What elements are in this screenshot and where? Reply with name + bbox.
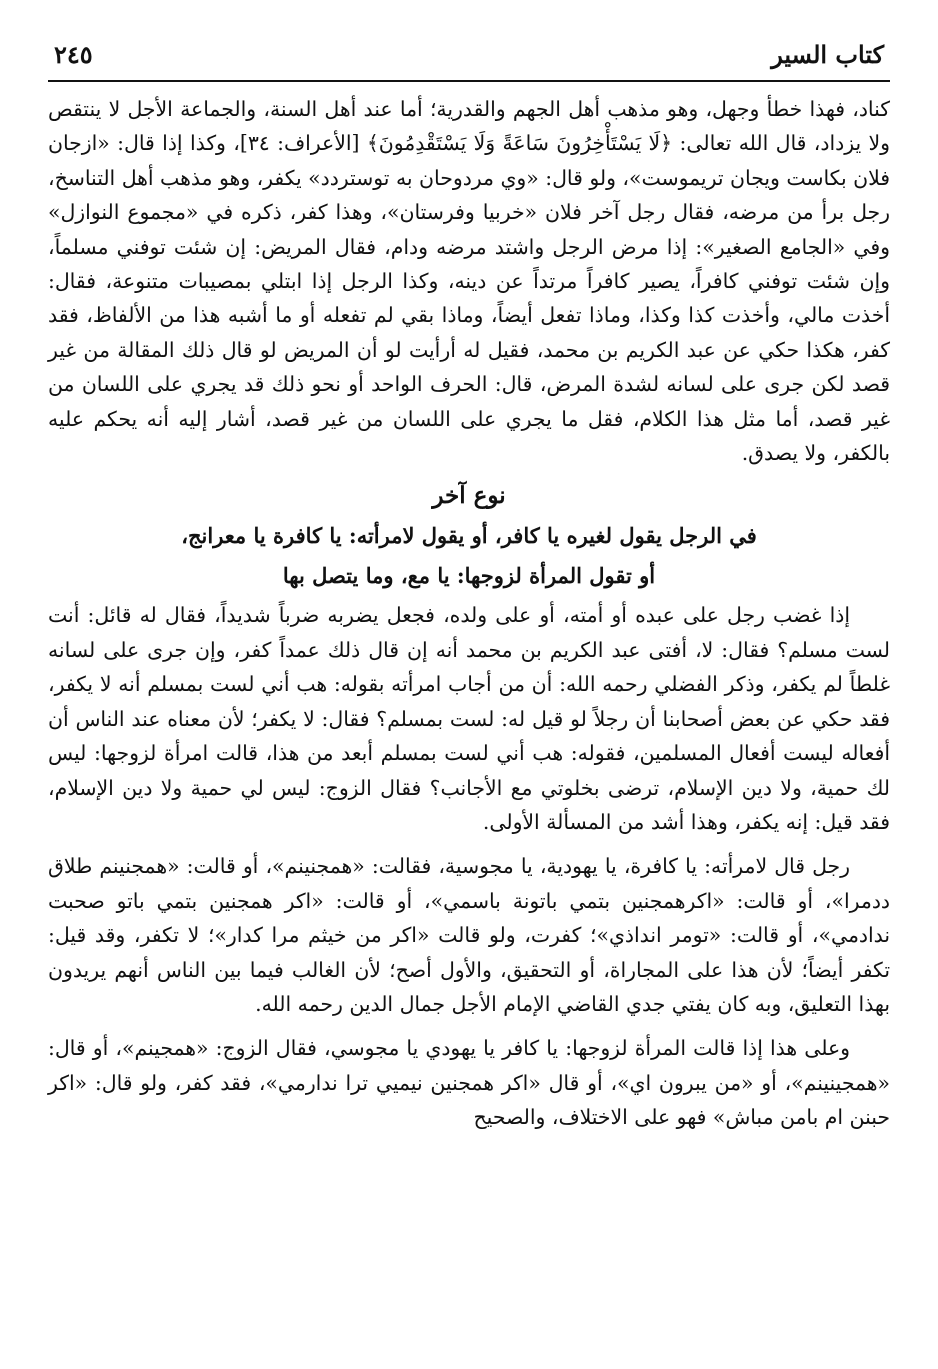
- section-subtitle: أو تقول المرأة لزوجها: يا مع، وما يتصل بها: [282, 563, 656, 589]
- running-title: كتاب السير: [771, 40, 884, 69]
- paragraph: كناد، فهذا خطأ وجهل، وهو مذهب أهل الجهم والقدرية؛ أما عند أهل السنة، والجماعة الأجل لا ينتقص ولا يزداد، قال الله تعالى: ﴿لَا يَسْتَأْخِرُونَ سَاعَةً وَلَا يَسْتَقْدِمُونَ﴾ [الأعراف: ٣٤]، وكذا إذا قال: «ازجان فلان بكاست ويجان تريموست»، ولو قال: «وي مردوحان به توستردد» يكفر، وهو مذهب أهل التناسخ، رجل برأ من مرضه، فقال رجل آخر فلان «خربيا وفرستان»، وهذا كفر، ذكره في «مجموع النوازل» وفي «الجامع الصغير»: إذا مرض الرجل واشتد مرضه ودام، فقال المريض: إن شئت توفني مسلماً، وإن شئت توفني كافراً، يصير كافراً مرتداً عن دينه، وكذا الرجل إذا ابتلي بمصيبات متنوعة، فقال: أخذت مالي، وأخذت كذا وكذا، وماذا تفعل أيضاً، وماذا بقي لم تفعله أو ما أشبه هذا من الألفاظ، فقد كفر، هكذا حكي عن عبد الكريم بن محمد، فقيل له أرأيت لو أن المريض لو قال ذلك المقالة من غير قصد لكن جرى على لسانه لشدة المرض، قال: الحرف الواحد أو نحو ذلك قد يجري على اللسان من غير قصد، أما مثل هذا الكلام، فقل ما يجري على اللسان من غير قصد، أشار إليه أنه يحكم عليه بالكفر، ولا يصدق.: [48, 97, 890, 466]
- page-body: [48, 92, 890, 1135]
- paragraph: رجل قال لامرأته: يا كافرة، يا يهودية، يا مجوسية، فقالت: «همجنينم»، أو قالت: «همجنينم طلاق ددمرا»، أو قالت: «اكرهمجنين بتمي باتونة باسمي»، أو قالت: «اكر همجنين بتمي باتو صحبت ندادمي»، أو قالت: «تومر انداذي»؛ كفرت، ولو قالت «اكر من خيثم مرا كدار»؛ لا تكفر، وقد قيل: تكفر أيضاً؛ لأن هذا على المجاراة، أو التحقيق، والأول أصح؛ لأن الغالب فيما بين الناس أنهم يريدون بهذا التعليق، وبه كان يفتي جدي القاضي الإمام الأجل جمال الدين رحمه الله.: [48, 854, 890, 1016]
- paragraph: وعلى هذا إذا قالت المرأة لزوجها: يا كافر يا يهودي يا مجوسي، فقال الزوج: «همجينم»، أو قال: «همجينينم»، أو «من يبرون اي»، أو قال «اكر همجنين نيميي ترا ندارمي»، فقد كفر، ولو قال: «اكر حبنن ام بامن مباش» فهو على الاختلاف، والصحيح: [48, 1036, 890, 1130]
- paragraph: إذا غضب رجل على عبده أو أمته، أو على ولده، فجعل يضربه ضرباً شديداً، فقال له قائل: أنت لست مسلم؟ فقال: لا، أفتى عبد الكريم بن محمد أنه إن قال ذلك عمداً كفر، وإن جرى على لسانه غلطاً لم يكفر، وذكر الفضلي رحمه الله: أن من أجاب امرأته بقوله: هب أني لست بمسلم أنه لا يكفر، فقد حكي عن بعض أصحابنا أن رجلاً لو قيل له: لست بمسلم؟ فقال: لا يكفر؛ لأن معناه عند الناس أن أفعاله ليست أفعال المسلمين، فقوله: هب أني لست بمسلم أبعد من هذا، قالت امرأة لزوجها: ليس لك حمية، ولا دين الإسلام، ترضى بخلوتي مع الأجانب؟ فقال الزوج: ليس لي حمية ولا دين الإسلام، فقد قيل: إنه يكفر، وهذا أشد من المسألة الأولى.: [48, 603, 890, 834]
- section-heading: نوع آخر: [432, 482, 506, 510]
- page-header: [48, 38, 890, 82]
- section-subtitle: في الرجل يقول لغيره يا كافر، أو يقول لامرأته: يا كافرة يا معرانج،: [181, 523, 757, 549]
- page-number: ٢٤٥: [54, 40, 93, 69]
